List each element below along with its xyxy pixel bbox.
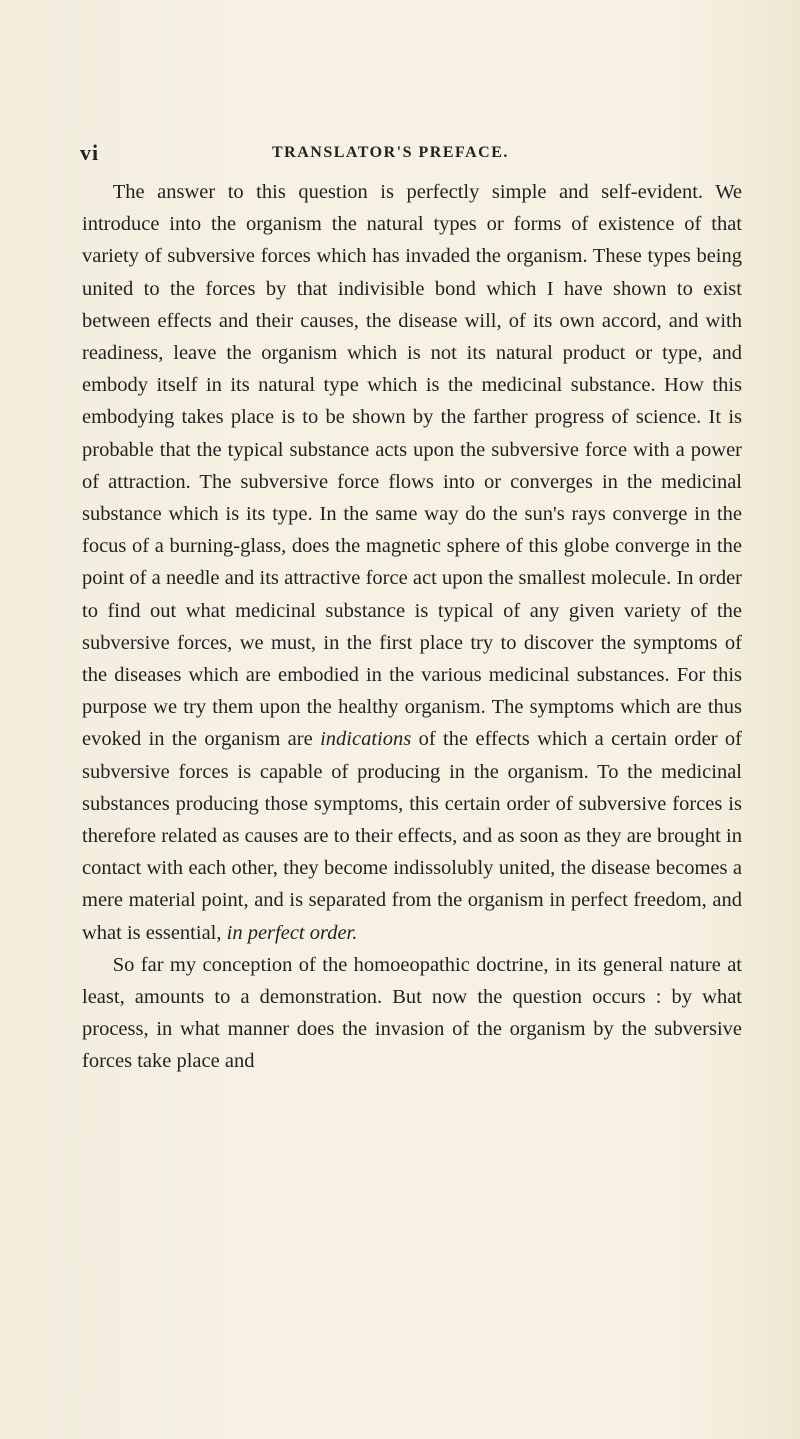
paragraph-2: So far my conception of the homoeopathic doctrine, in its general nature at least, amounts to a demonstration. But now the question occurs : by what process, in what manner does the invasion of the organism by the subversive forces take place and <box>82 953 742 1073</box>
paragraph-1-text-start: The answer to this question is perfectly simple and self-evident. We introduce into the organism the natural types or forms of existence of that variety of subversive forces which has invaded the organism. These types being united to the forces by that indivisible bond which I have shown to exist between effects and their causes, the disease will, of its own accord, and with readiness, leave the organism which is not its natural product or type, and embody itself in its natural type which is the medicinal substance. How this embodying takes place is to be shown by the farther progress of science. It is probable that the typical substance acts upon the subversive force with a power of attraction. The subversive force flows into or converges in the medicinal substance which is its type. In the same way do the sun's rays converge in the focus of a burning-glass, does the magnetic sphere of this globe converge in the point of a needle and its attractive force act upon the smallest molecule. In order to find out what medicinal substance is typical of any given variety of the subversive forces, we must, in the first place try to discover the symptoms of the diseases which are embodied in the various medicinal substances. For this purpose we try them upon the healthy organism. The symptoms which are thus evoked in the organism are <box>82 181 742 751</box>
paragraph-1 <box>82 176 742 949</box>
page-number: vi <box>80 140 100 165</box>
paragraph-1-text-middle: of the effects which a certain order of subversive forces is capable of producing in the organism. To the medicinal substances producing those symptoms, this certain order of subversive forces is therefore related as causes are to their effects, and as soon as they are brought in contact with each other, they become indissolubly united, the disease becomes a mere material point, and is separated from the organism in perfect freedom, and what is essential, <box>82 728 742 944</box>
running-head: TRANSLATOR'S PREFACE. <box>272 144 509 161</box>
emphasis-in-perfect-order: in perfect order. <box>226 921 358 944</box>
body-text <box>82 176 742 1078</box>
emphasis-indications: indications <box>320 728 412 751</box>
